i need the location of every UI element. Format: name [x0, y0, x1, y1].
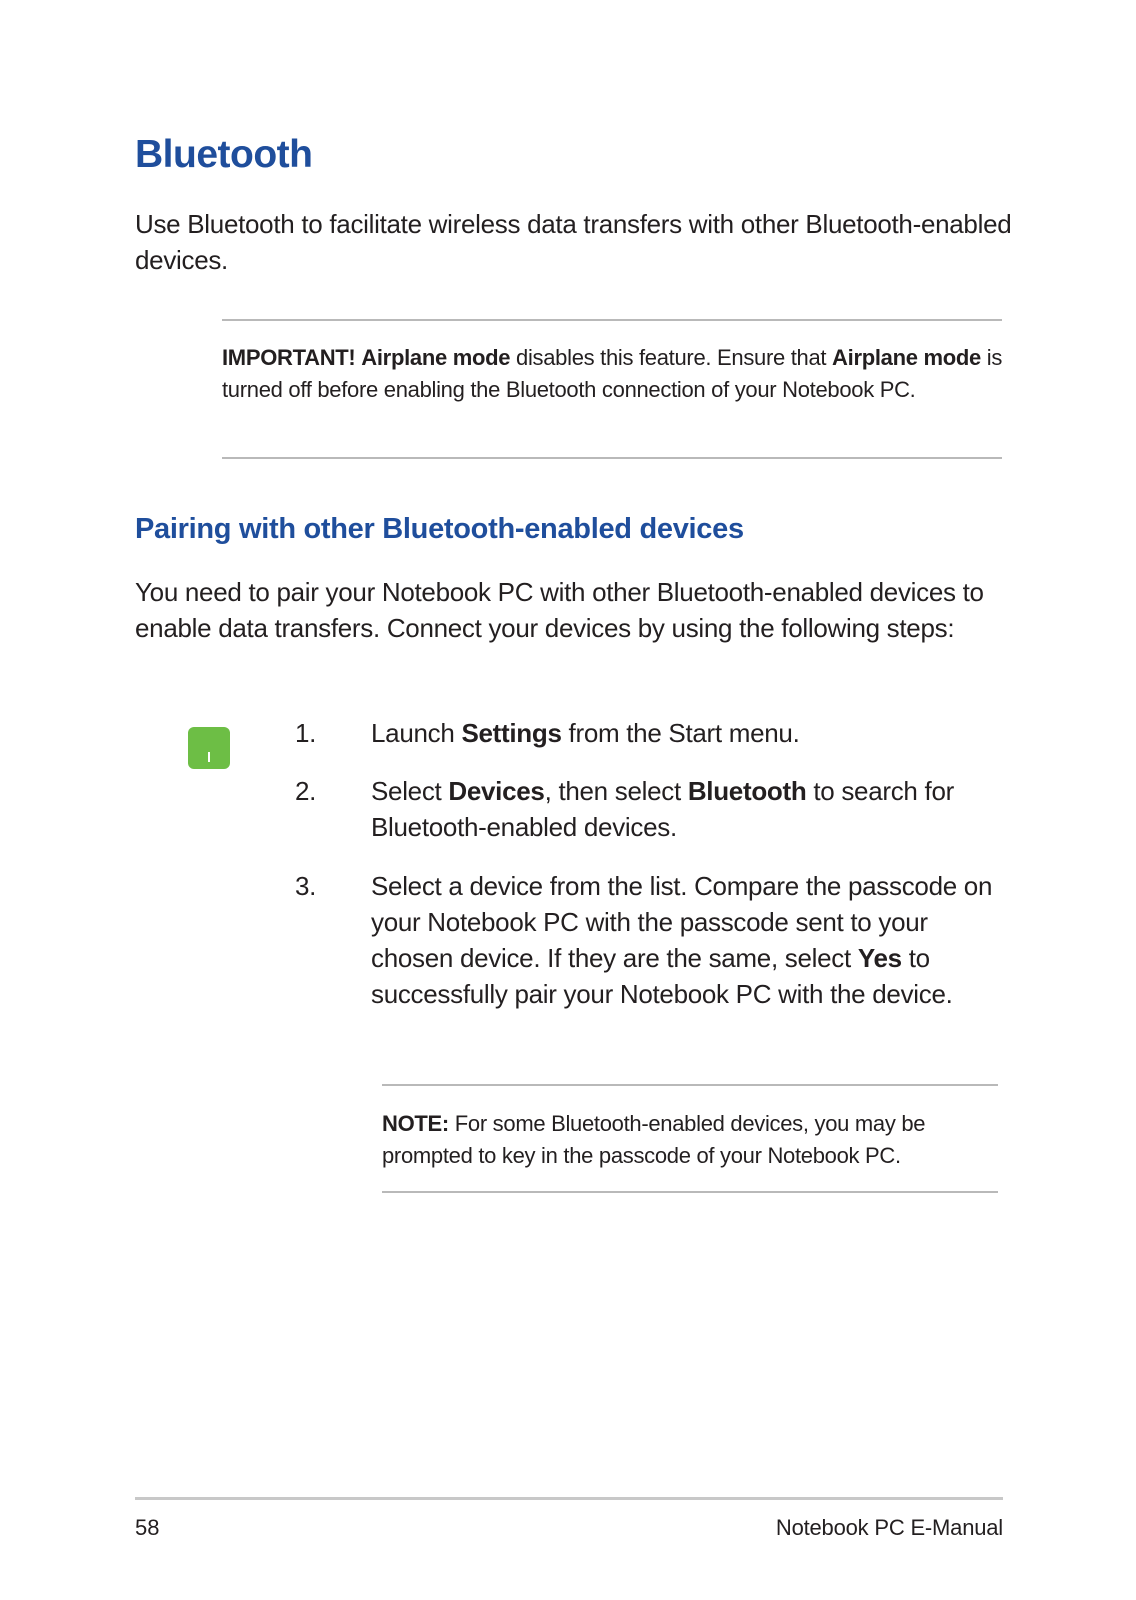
step-1-text-a: Launch	[371, 718, 462, 748]
pairing-intro-paragraph: You need to pair your Notebook PC with other Bluetooth-enabled devices to enable data transfers. Connect your devices by using the following steps:	[135, 577, 984, 643]
step-1	[295, 715, 1015, 751]
important-label: IMPORTANT!	[222, 345, 356, 370]
step-3-text-a: Select a device from the list. Compare the passcode on your Notebook PC with the passcode sent to your chosen device. If they are the same, select	[371, 871, 993, 973]
step-2-text-c: to search for Bluetooth-enabled devices.	[371, 776, 954, 842]
step-2-text	[371, 773, 1011, 845]
step-3-number: 3.	[295, 871, 317, 901]
note-label: NOTE:	[382, 1111, 449, 1136]
important-bottom-divider	[222, 457, 1002, 459]
step-1-text-b: from the Start menu.	[561, 718, 800, 748]
step-3-text-b: to successfully pair your Notebook PC with the device.	[371, 943, 953, 1009]
important-top-divider	[222, 319, 1002, 321]
page-number: 58	[135, 1515, 160, 1540]
windows-key-icon	[188, 727, 230, 769]
note-text: For some Bluetooth-enabled devices, you may be prompted to key in the passcode of your Notebook PC.	[382, 1111, 926, 1168]
windows-key-icon-mark	[208, 752, 210, 762]
important-airplane-mode-1: Airplane mode	[361, 345, 511, 370]
note-bottom-divider	[382, 1191, 998, 1193]
important-text-1: disables this feature. Ensure that	[510, 345, 833, 370]
step-2-text-b: , then select	[544, 776, 688, 806]
page-title: Bluetooth	[135, 133, 313, 176]
step-3-text	[371, 868, 1011, 1012]
step-2-devices: Devices	[448, 776, 545, 806]
step-2	[295, 773, 1015, 845]
step-2-number: 2.	[295, 776, 317, 806]
important-note	[222, 342, 1012, 406]
step-1-settings: Settings	[461, 718, 562, 748]
step-1-text	[371, 715, 1011, 751]
note	[382, 1108, 1012, 1172]
section-heading: Pairing with other Bluetooth-enabled devices	[135, 513, 744, 545]
step-2-text-a: Select	[371, 776, 449, 806]
step-2-bluetooth: Bluetooth	[687, 776, 807, 806]
intro-paragraph: Use Bluetooth to facilitate wireless data transfers with other Bluetooth-enabled devices.	[135, 209, 1012, 275]
footer-divider	[135, 1497, 1003, 1500]
important-airplane-mode-2: Airplane mode	[832, 345, 981, 370]
step-1-number: 1.	[295, 718, 317, 748]
step-3-yes: Yes	[857, 943, 902, 973]
manual-name: Notebook PC E-Manual	[775, 1515, 1003, 1540]
note-top-divider	[382, 1084, 998, 1086]
important-text-2: is turned off before enabling the Bluetooth connection of your Notebook PC.	[222, 345, 1003, 402]
step-3	[295, 868, 1015, 1048]
